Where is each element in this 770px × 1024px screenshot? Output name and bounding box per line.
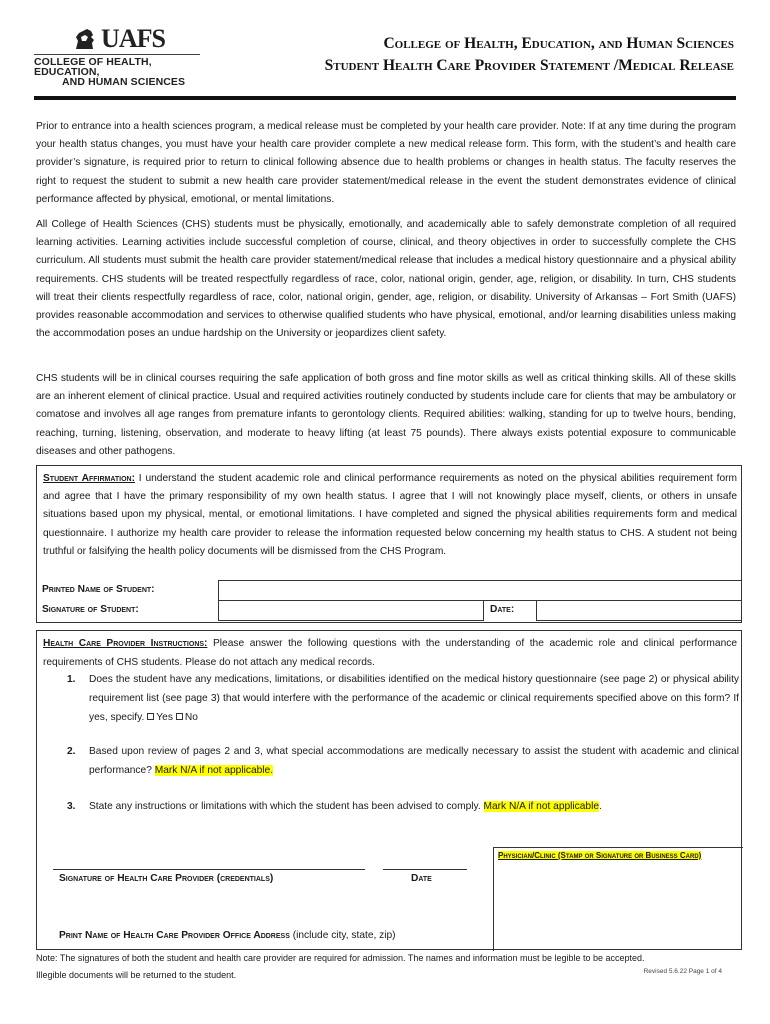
hcp-instructions-body: Please answer the following questions with the understanding of the academic role and clinical performance requirements of CHS students. Please do not attach any medical records. — [43, 638, 738, 668]
student-signature-label: Signature of Student: — [42, 604, 139, 615]
logo-college-line2: AND HUMAN SCIENCES — [62, 76, 186, 88]
hcp-instructions-heading: Health Care Provider Instructions: — [43, 638, 208, 649]
physician-stamp-label: Physician/Clinic (Stamp or Signature or Business Card) — [498, 851, 702, 860]
student-affirmation-heading: Student Affirmation: — [43, 473, 135, 484]
hcp-address-label-row — [59, 930, 396, 941]
no-checkbox[interactable] — [176, 713, 183, 720]
question-1-text: Does the student have any medications, limitations, or disabilities identified on the medical history questionnaire (see page 2) or physical ability requirement list (see page 3) that would interfere with the performance of the academic or clinical requirements specified above on this form? If yes, specify. — [89, 674, 739, 723]
student-signature-field[interactable] — [218, 600, 484, 621]
hcp-instructions — [43, 635, 737, 672]
printed-name-row — [36, 580, 742, 601]
logo-college-name — [34, 57, 204, 87]
logo-divider — [34, 54, 200, 55]
logo-mark — [34, 26, 204, 52]
health-care-provider-box — [36, 630, 742, 950]
question-2 — [67, 743, 743, 781]
header-divider — [34, 96, 736, 100]
question-2-text-block — [89, 743, 739, 781]
title-line2: Student Health Care Provider Statement /Medical Release — [324, 57, 734, 74]
footer-note-line1: Note: The signatures of both the student and health care provider are required for admission. The names and information must be legible to be accepted. — [36, 953, 645, 963]
document-title — [325, 34, 734, 78]
question-3-period: . — [599, 801, 602, 812]
question-3-na-note: Mark N/A if not applicable — [483, 801, 600, 812]
student-affirmation-body: I understand the student academic role and clinical performance requirements as noted on the physical abilities requirement form and agree that I have the primary responsibility of my own health status. I agree that I will not knowingly place myself, clients, or others in unsafe situations based upon my physical, mental, or emotional limitations. I have completed and signed the physical abilities requirements form and medical questionnaire. I authorize my health care provider to release the information requested below concerning my health status to CHS. A student not being truthful or falsifying the health policy documents will be dismissed from the CHS Program. — [43, 473, 737, 557]
question-2-na-note: Mark N/A if not applicable. — [154, 764, 274, 776]
no-label: No — [184, 711, 198, 723]
footer-note — [36, 950, 736, 984]
chs-requirements-paragraph: All College of Health Sciences (CHS) students must be physically, emotionally, and academically able to safely demonstrate completion of all required learning activities. Learning activities include successful completion of course, clinical, and theory objectives in order to successfully complete the CHS curriculum. All students must submit the health care provider statement/medical release that includes a medical history questionnaire and a physical ability requirements. CHS students will be treated respectfully regardless of race, color, national origin, gender, age, religion, or disability. In turn, CHS students will treat their clients respectfully regardless of race, color, national origin, gender, age, religion, or disability. University of Arkansas – Fort Smith (UAFS) provides reasonable accommodation and services to otherwise qualified students who have physical, emotional, and/or learning disabilities unless making the accommodation poses an undue hardship on the University or jeopardizes client safety. — [36, 219, 736, 340]
printed-name-field[interactable] — [218, 580, 742, 601]
question-3-text-block — [89, 798, 739, 817]
hcp-address-label: Print Name of Health Care Provider Office Address — [59, 930, 290, 941]
question-2-text: Based upon review of pages 2 and 3, what special accommodations are medically necessary to assist the student with academic and clinical performance? — [89, 746, 739, 776]
question-1-number: 1. — [67, 674, 76, 685]
student-affirmation-text — [43, 470, 737, 561]
footer-note-line2: Illegible documents will be returned to the student. — [36, 970, 237, 980]
student-date-field[interactable] — [536, 600, 742, 621]
title-line1: College of Health, Education, and Human Sciences — [383, 35, 734, 52]
uafs-logo — [34, 26, 204, 87]
logo-college-line1: COLLEGE OF HEALTH, EDUCATION, — [34, 56, 152, 78]
question-3-text: State any instructions or limitations with which the student has been advised to comply. — [89, 801, 481, 812]
logo-wordmark: UAFS — [101, 24, 165, 53]
yes-label: Yes — [156, 711, 173, 723]
question-3 — [67, 798, 743, 817]
lion-emblem-icon — [73, 27, 97, 51]
hcp-date-label: Date — [411, 873, 432, 884]
yes-checkbox[interactable] — [147, 713, 154, 720]
printed-name-label: Printed Name of Student: — [42, 584, 155, 595]
question-3-number: 3. — [67, 801, 76, 812]
question-2-number: 2. — [67, 746, 76, 757]
physician-stamp-area[interactable] — [493, 847, 743, 951]
revision-page-number: Revised 5.6.22 Page 1 of 4 — [643, 968, 722, 975]
hcp-address-hint: (include city, state, zip) — [289, 930, 396, 941]
hcp-date-line[interactable] — [383, 869, 467, 870]
intro-paragraph: Prior to entrance into a health sciences program, a medical release must be completed by your health care provider. Note: If at any time during the program your health status changes, you must have your health care provider complete a new medical release form. This form, with the student’s and health care provider’s signature, is required prior to return to clinical following absence due to health problems or changes in health status. The faculty reserves the right to request the student to submit a new health care provider statement/medical release in the event the student demonstrates evidence of clinical performance affected by physical, emotional, or mental limitations. — [36, 121, 736, 205]
clinical-skills-paragraph: CHS students will be in clinical courses requiring the safe application of both gross and fine motor skills as well as critical thinking skills. All of these skills are an inherent element of clinical practice. Usual and required activities routinely conducted by students include care for clients that may be ambulatory or comatose and involves all age ranges from premature infants to gerontology clients. Required abilities: walking, standing for up to twelve hours, bending, reaching, turning, listening, observation, and moderate to heavy lifting (at least 75 pounds). There always exists potential exposure to communicable diseases and other pathogens. — [36, 373, 736, 457]
hcp-signature-line[interactable] — [53, 869, 365, 870]
question-1-text-block — [89, 671, 739, 727]
signature-row — [36, 600, 742, 621]
student-date-label: Date: — [490, 604, 515, 615]
question-1 — [67, 671, 743, 727]
hcp-signature-label: Signature of Health Care Provider (credentials) — [59, 873, 274, 884]
